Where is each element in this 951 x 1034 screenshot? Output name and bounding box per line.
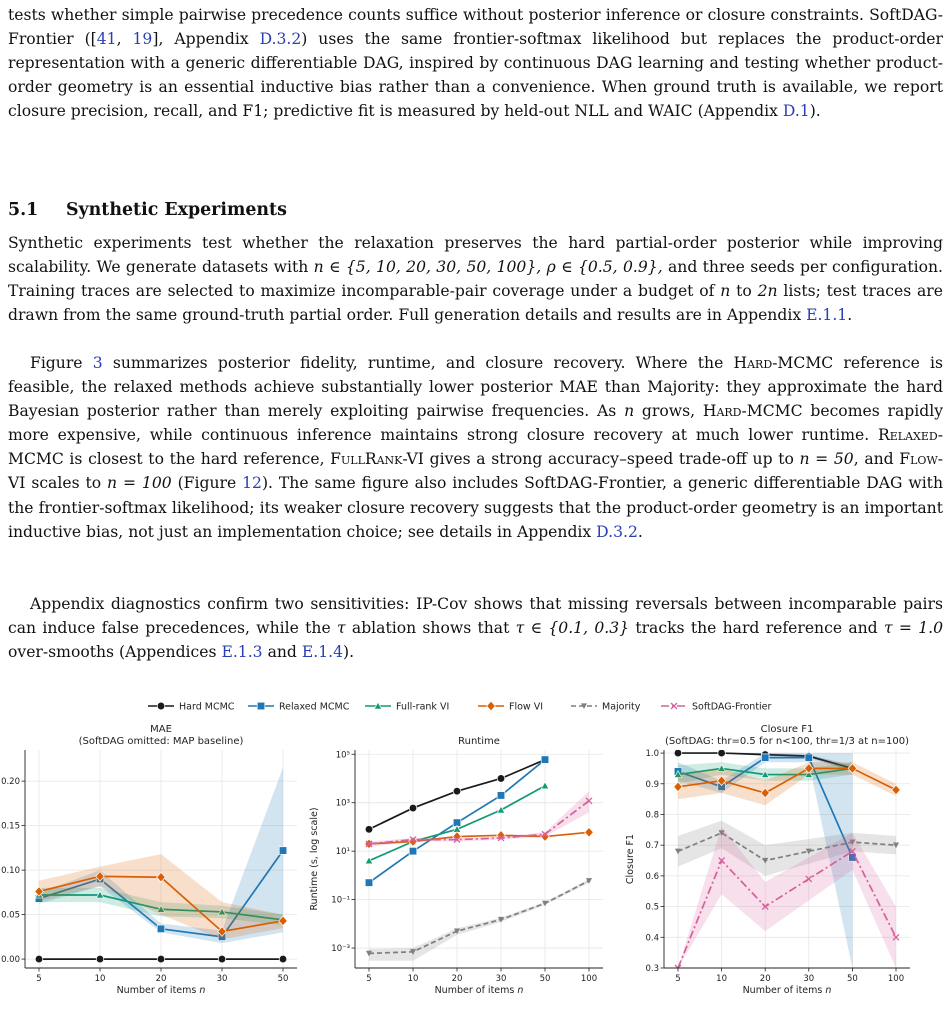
- legend-label: Full-rank VI: [396, 701, 450, 713]
- legend-label: Flow VI: [509, 701, 544, 713]
- data-point: [585, 828, 594, 838]
- y-tick-label: 0.20: [1, 777, 20, 788]
- y-tick-label: 0.00: [1, 955, 20, 966]
- y-tick-label: 10⁻¹: [331, 895, 350, 906]
- x-axis-label: Number of items n: [742, 985, 832, 996]
- y-tick-label: 0.9: [645, 779, 659, 790]
- data-point: [497, 792, 505, 800]
- closure-f1-panel: [625, 724, 910, 996]
- math-inline: n = 50: [799, 450, 854, 469]
- data-point: [157, 925, 165, 933]
- data-point: [497, 806, 505, 813]
- runtime-panel: [309, 736, 603, 996]
- x-tick-label: 5: [675, 974, 681, 984]
- y-tick-label: 10⁻³: [331, 944, 350, 955]
- y-tick-label: 0.6: [645, 871, 659, 882]
- chart-subtitle: (SoftDAG: thr=0.5 for n<100, thr=1/3 at n=100): [665, 736, 909, 747]
- legend-marker: [157, 702, 165, 710]
- section-title: Synthetic Experiments: [66, 200, 287, 220]
- data-point: [218, 955, 226, 963]
- data-point: [541, 756, 549, 764]
- data-point: [718, 749, 726, 757]
- citation-link[interactable]: 19: [132, 30, 153, 49]
- chart-subtitle: (SoftDAG omitted: MAP baseline): [78, 736, 244, 747]
- section-heading: [8, 200, 287, 220]
- math-inline: τ = 1.0: [883, 619, 944, 638]
- legend-label: Hard MCMC: [179, 701, 235, 713]
- math-inline: n = 100: [107, 474, 172, 493]
- data-point: [279, 847, 287, 855]
- y-tick-label: 0.3: [645, 964, 659, 974]
- legend-marker: [671, 703, 677, 709]
- figure-link[interactable]: 12: [242, 474, 262, 493]
- plot-area: [365, 756, 594, 961]
- y-tick-label: 0.5: [645, 902, 659, 913]
- data-point: [35, 955, 43, 963]
- method-name: FullRank-VI: [330, 450, 424, 469]
- series-hard-mcmc: [35, 955, 287, 963]
- legend-item-flow-vi: [478, 701, 543, 712]
- legend-item-majority: [571, 702, 641, 713]
- x-tick-label: 20: [759, 974, 771, 984]
- legend-marker: [257, 702, 265, 710]
- data-point: [541, 782, 549, 789]
- data-point: [674, 749, 682, 757]
- legend-label: Relaxed MCMC: [279, 701, 350, 713]
- x-tick-label: 100: [580, 974, 598, 984]
- data-point: [365, 879, 373, 887]
- chart-title: Runtime: [458, 736, 500, 747]
- data-point: [761, 754, 769, 762]
- y-tick-label: 0.4: [645, 933, 659, 944]
- data-point: [409, 847, 417, 855]
- paragraph-1: Synthetic experiments test whether the relaxation preserves the hard partial-order posterior while improving scalability. We generate datasets with n ∈ {5, 10, 20, 30, 50, 100}, ρ ∈ {0.5, 0.9}, and three seeds per configuration. Training traces are selected to maximize incomparable-pair coverage under a budget of n to 2n lists; test traces are drawn from the same ground-truth partial order. Full generation details and results are in Appendix E.1.1.: [8, 234, 943, 325]
- paragraph-3: Appendix diagnostics confirm two sensitivities: IP-Cov shows that missing reversals between incomparable pairs can induce false precedences, while the τ ablation shows that τ ∈ {0.1, 0.3} tracks the hard reference and τ = 1.0 over-smooths (Appendices E.1.3 and E.1.4).: [8, 595, 944, 662]
- method-name: Hard-MCMC: [702, 402, 803, 421]
- method-name: Flow-VI: [8, 450, 944, 493]
- legend-marker: [487, 701, 496, 711]
- confidence-band: [369, 879, 589, 961]
- data-point: [497, 775, 505, 783]
- paragraph-2: Figure 3 summarizes posterior fidelity, runtime, and closure recovery. Where the Hard-MCMC reference is feasible, the relaxed methods achieve substantially lower posterior MAE than Majority: they approximate the hard Bayesian posterior rather than merely exploiting pairwise frequencies. As n grows, Hard-MCMC becomes rapidly more expensive, while continuous inference maintains strong closure recovery at much lower runtime. Relaxed-MCMC is closest to the hard reference, FullRank-VI gives a strong accuracy–speed trade-off up to n = 50, and Flow-VI scales to n = 100 (Figure 12). The same figure also includes SoftDAG-Frontier, a generic differentiable DAG with the frontier-softmax likelihood; its weaker closure recovery suggests that the product-order geometry is an important inductive bias, not just an implementation choice; see details in Appendix D.3.2.: [8, 354, 944, 541]
- legend-item-softdag-frontier: [661, 702, 772, 713]
- data-point: [805, 754, 813, 762]
- legend-item-relaxed-mcmc: [248, 702, 350, 713]
- x-tick-label: 30: [216, 974, 228, 984]
- x-tick-label: 20: [451, 974, 463, 984]
- y-tick-label: 10³: [335, 798, 350, 809]
- appendix-link[interactable]: D.3.2: [596, 522, 638, 541]
- math-inline: n: [624, 402, 635, 421]
- figure-link[interactable]: 3: [92, 354, 103, 372]
- y-axis-label: Closure F1: [625, 833, 636, 885]
- data-point: [96, 955, 104, 963]
- x-tick-label: 50: [539, 974, 551, 984]
- grid: [355, 750, 603, 968]
- y-tick-label: 0.10: [1, 866, 20, 877]
- x-tick-label: 100: [887, 974, 905, 984]
- appendix-link[interactable]: E.1.1: [806, 306, 848, 325]
- appendix-link[interactable]: E.1.4: [301, 643, 343, 662]
- legend-label: SoftDAG-Frontier: [692, 701, 772, 713]
- x-tick-label: 30: [803, 974, 815, 984]
- data-point: [453, 787, 461, 795]
- x-tick-label: 30: [495, 974, 507, 984]
- math-inline: n: [720, 282, 731, 301]
- math-inline: τ: [336, 619, 346, 638]
- figure-legend: [148, 701, 772, 712]
- x-axis-label: Number of items n: [434, 985, 524, 996]
- appendix-link[interactable]: D.3.2: [259, 30, 302, 49]
- data-point: [157, 955, 165, 963]
- data-point: [365, 825, 373, 833]
- x-tick-label: 10: [407, 974, 419, 984]
- y-tick-label: 0.05: [1, 910, 20, 921]
- section-number: 5.1: [8, 200, 39, 220]
- math-inline: τ ∈ {0.1, 0.3}: [515, 619, 630, 638]
- y-axis-label: Runtime (s, log scale): [309, 807, 320, 911]
- citation-link[interactable]: 41: [96, 30, 117, 49]
- y-tick-label: 0.7: [645, 841, 659, 852]
- y-tick-label: 10¹: [335, 847, 350, 858]
- intro-paragraph: tests whether simple pairwise precedence counts suffice without posterior inference or closure constraints. SoftDAG-Frontier ([41, 19], Appendix D.3.2) uses the same frontier-softmax likelihood but replaces the product-order representation with a generic differentiable DAG, inspired by continuous DAG learning and testing whether product-order geometry is an essential inductive bias rather than a convenience. When ground truth is available, we report closure precision, recall, and F1; predictive fit is measured by held-out NLL and WAIC (Appendix D.1).: [8, 6, 943, 121]
- appendix-link[interactable]: D.1: [782, 102, 810, 121]
- x-tick-label: 5: [36, 974, 42, 984]
- legend-label: Majority: [602, 701, 641, 713]
- y-tick-label: 0.8: [645, 810, 659, 821]
- x-tick-label: 10: [94, 974, 106, 984]
- x-tick-label: 50: [846, 974, 858, 984]
- method-name: Hard-MCMC: [733, 354, 834, 372]
- chart-title: MAE: [150, 724, 172, 735]
- figure-3: [0, 688, 951, 1034]
- x-axis-label: Number of items n: [116, 985, 206, 996]
- chart-title: Closure F1: [760, 724, 814, 735]
- appendix-link[interactable]: E.1.3: [221, 643, 263, 662]
- x-tick-label: 10: [716, 974, 728, 984]
- data-point: [409, 804, 417, 812]
- y-tick-label: 0.15: [1, 821, 20, 832]
- math-inline: n ∈ {5, 10, 20, 30, 50, 100}, ρ ∈ {0.5, 0.9},: [313, 258, 663, 277]
- series-line: [369, 881, 589, 954]
- data-point: [279, 955, 287, 963]
- x-tick-label: 20: [155, 974, 167, 984]
- mae-panel: [0, 724, 297, 996]
- plot-area: [674, 749, 901, 971]
- y-tick-label: 10⁵: [335, 750, 350, 761]
- math-inline: 2n: [757, 282, 778, 301]
- legend-item-hard-mcmc: [148, 702, 235, 713]
- x-tick-label: 50: [277, 974, 289, 984]
- x-tick-label: 5: [366, 974, 372, 984]
- y-tick-label: 1.0: [645, 749, 659, 760]
- legend-item-full-rank-vi: [365, 702, 449, 713]
- method-name: Relaxed-MCMC: [8, 426, 943, 469]
